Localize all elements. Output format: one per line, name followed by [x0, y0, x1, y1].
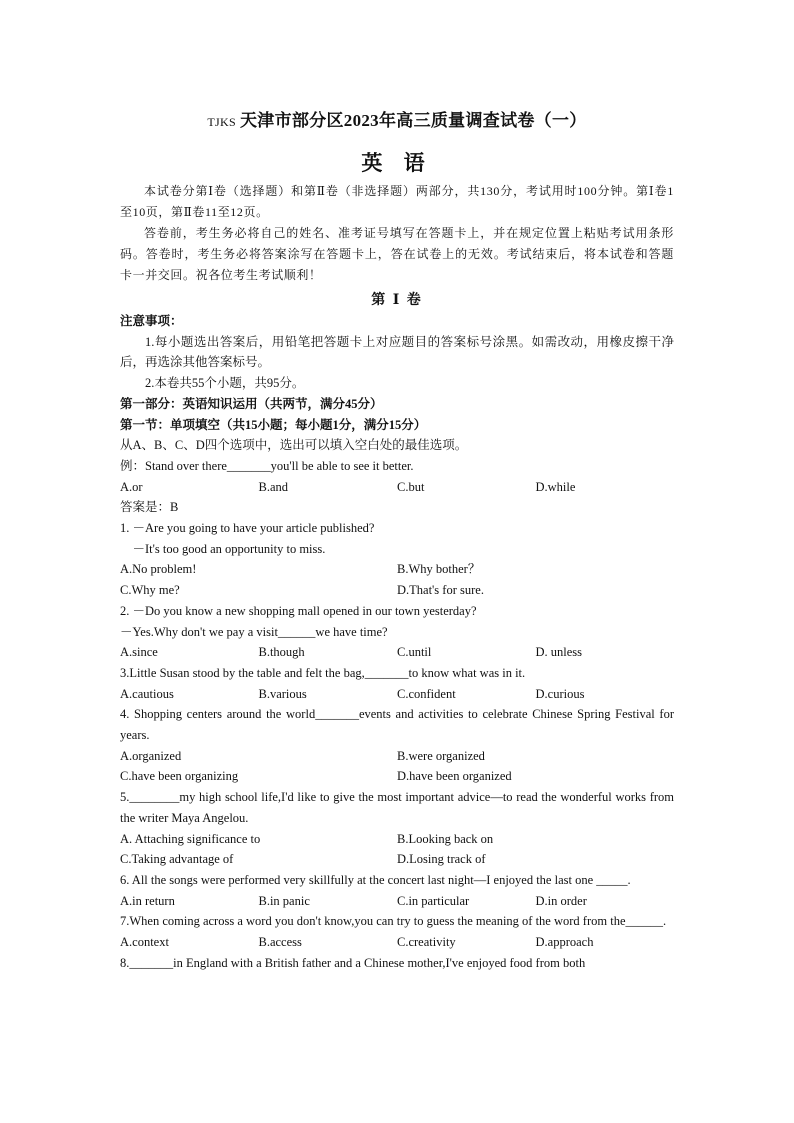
notice-item-2: 2.本卷共55个小题，共95分。 [145, 376, 305, 391]
intro-paragraph-1: 本试卷分第Ⅰ卷（选择题）和第Ⅱ卷（非选择题）两部分，共130分，考试用时100分钟。第Ⅰ卷1至10页，第Ⅱ卷11至12页。 [120, 184, 674, 219]
question-5-option-c: C.Taking advantage of [120, 852, 234, 867]
question-1-stem: 1. －Are you going to have your article published? [120, 521, 375, 536]
example-options [120, 477, 674, 498]
section-instruction: 从A、B、C、D四个选项中，选出可以填入空白处的最佳选项。 [120, 438, 468, 453]
question-6-options [120, 891, 674, 912]
question-2-options [120, 642, 674, 663]
question-7-option-c: C.creativity [397, 935, 456, 950]
question-3-option-d: D.curious [535, 686, 585, 701]
question-3-option-a: A.cautious [120, 686, 174, 701]
question-5-options-row-2 [120, 849, 674, 870]
question-4-option-d: D.have been organized [397, 769, 512, 784]
question-4-options-row-1 [120, 746, 674, 767]
question-3-options [120, 684, 674, 705]
question-6-option-c: C.in particular [397, 893, 470, 908]
question-5-option-d: D.Losing track of [397, 852, 486, 867]
question-3-option-c: C.confident [397, 686, 456, 701]
part-one-heading: 第一部分：英语知识运用（共两节，满分45分） [120, 396, 383, 411]
question-4-stem: 4. Shopping centers around the world_______events and activities to celebrate Chinese Spring Festival for years. [120, 707, 674, 743]
question-7-options [120, 932, 674, 953]
question-2-option-b: B.though [258, 645, 305, 660]
exam-title [120, 106, 674, 131]
section-one-heading: 第一节：单项填空（共15小题；每小题1分，满分15分） [120, 417, 427, 432]
question-5-option-a: A. Attaching significance to [120, 831, 261, 846]
question-8-stem: 8._______in England with a British father and a Chinese mother,I've enjoyed food from both [120, 955, 586, 970]
subject-heading: 英 语 [361, 151, 433, 175]
question-3-stem: 3.Little Susan stood by the table and felt the bag,_______to know what was in it. [120, 665, 526, 680]
question-2-stem: 2. －Do you know a new shopping mall opened in our town yesterday? [120, 603, 477, 618]
exam-tag: TJKS [207, 115, 236, 129]
question-1-option-a: A.No problem! [120, 562, 197, 577]
question-5-stem: 5.________my high school life,I'd like to give the most important advice—to read the wonderful works from the writer Maya Angelou. [120, 790, 674, 825]
question-2-option-d: D. unless [535, 645, 583, 660]
question-6-stem: 6. All the songs were performed very skillfully at the concert last night—I enjoyed the last one _____. [120, 872, 631, 887]
question-1-options-row-2 [120, 580, 674, 601]
question-6-option-d: D.in order [535, 893, 587, 908]
question-4-option-b: B.were organized [397, 748, 485, 763]
question-5-options-row-1 [120, 829, 674, 850]
question-4-option-c: C.have been organizing [120, 769, 239, 784]
question-5-option-b: B.Looking back on [397, 831, 494, 846]
notice-heading: 注意事项： [120, 314, 183, 328]
question-1-option-d: D.That's for sure. [397, 583, 484, 598]
example-option-d: D.while [535, 479, 576, 494]
question-2-option-a: A.since [120, 645, 158, 660]
exam-page [120, 96, 674, 974]
example-option-c: C.but [397, 479, 425, 494]
question-7-stem: 7.When coming across a word you don't know,you can try to guess the meaning of the word from the______. [120, 914, 667, 929]
intro-paragraph-2: 答卷前，考生务必将自己的姓名、准考证号填写在答题卡上，并在规定位置上粘贴考试用条形码。答卷时，考生务必将答案涂写在答题卡上，答在试卷上的无效。考试结束后，将本试卷和答题卡一并交回。祝各位考生考试顺利！ [120, 226, 674, 282]
question-1-option-b: B.Why bother？ [397, 562, 481, 577]
part-heading: 第 Ⅰ 卷 [371, 293, 423, 308]
question-1-option-c: C.Why me? [120, 583, 180, 598]
question-2-reply: －Yes.Why don't we pay a visit______we have time? [120, 624, 388, 639]
question-1-reply: －It's too good an opportunity to miss. [132, 541, 326, 556]
example-answer: 答案是：B [120, 500, 179, 515]
question-4-options-row-2 [120, 766, 674, 787]
question-6-option-a: A.in return [120, 893, 175, 908]
question-3-option-b: B.various [258, 686, 307, 701]
question-6-option-b: B.in panic [258, 893, 310, 908]
example-stem: 例：Stand over there_______you'll be able to see it better. [120, 458, 414, 473]
question-7-option-b: B.access [258, 935, 302, 950]
exam-title-text: 天津市部分区2023年高三质量调查试卷（一） [239, 111, 587, 130]
notice-item-1: 1.每小题选出答案后，用铅笔把答题卡上对应题目的答案标号涂黑。如需改动，用橡皮擦干净后，再选涂其他答案标号。 [120, 334, 674, 370]
question-4-option-a: A.organized [120, 748, 182, 763]
example-option-a: A.or [120, 479, 143, 494]
example-option-b: B.and [258, 479, 289, 494]
question-1-options-row-1 [120, 559, 674, 580]
question-7-option-d: D.approach [535, 935, 594, 950]
question-7-option-a: A.context [120, 935, 169, 950]
question-2-option-c: C.until [397, 645, 432, 660]
